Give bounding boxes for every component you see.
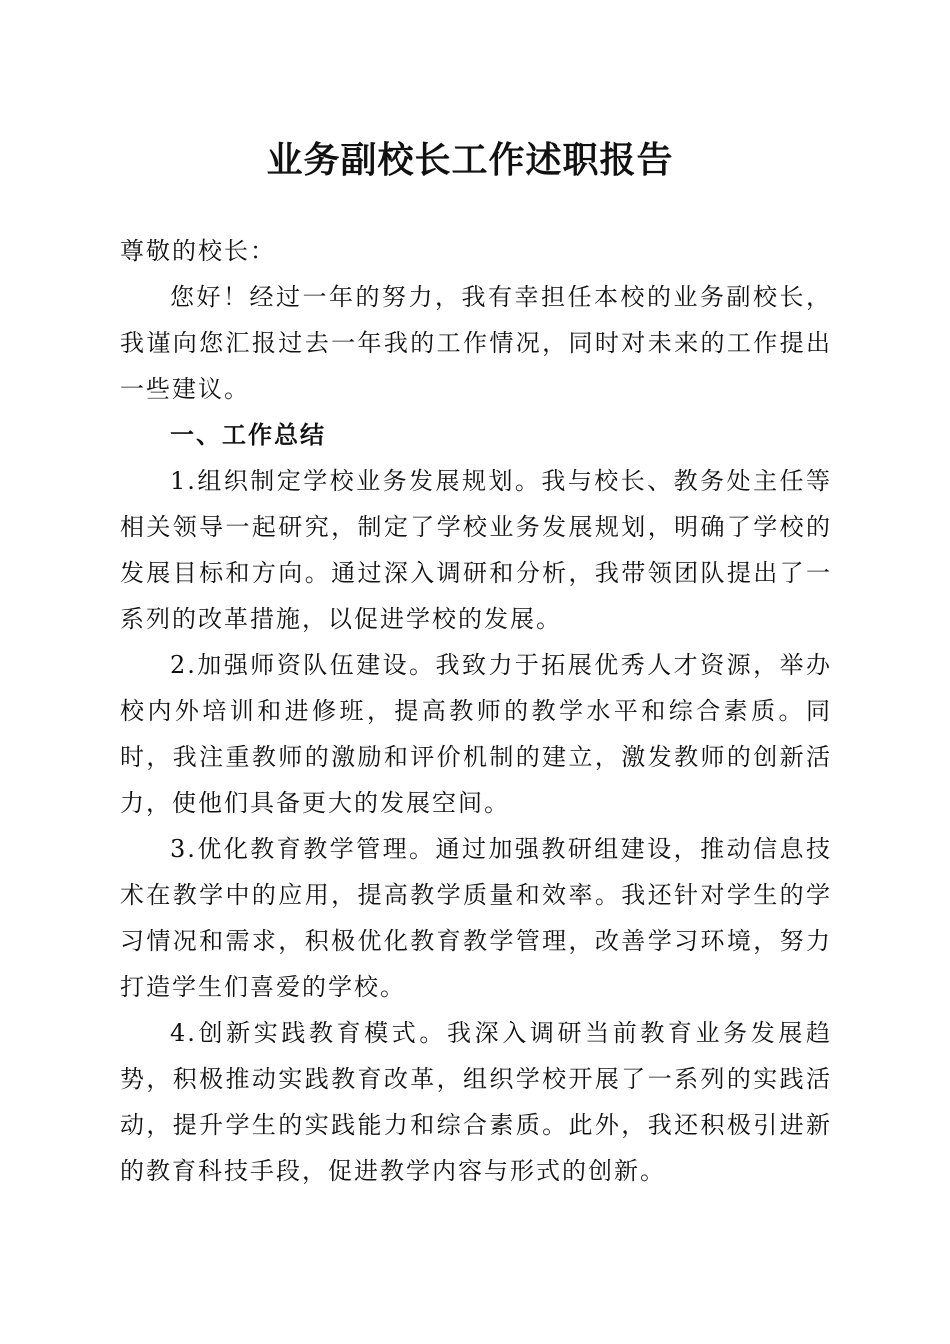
- document-body: [120, 228, 832, 1194]
- summary-item-3: 3.优化教育教学管理。通过加强教研组建设，推动信息技术在教学中的应用，提高教学质量和效率。我还针对学生的学习情况和需求，积极优化教育教学管理，改善学习环境，努力打造学生们喜爱的学校。: [120, 835, 832, 1001]
- summary-item-2: 2.加强师资队伍建设。我致力于拓展优秀人才资源，举办校内外培训和进修班，提高教师的教学水平和综合素质。同时，我注重教师的激励和评价机制的建立，激发教师的创新活力，使他们具备更大的发展空间。: [120, 651, 832, 817]
- summary-item-1: 1.组织制定学校业务发展规划。我与校长、教务处主任等相关领导一起研究，制定了学校业务发展规划，明确了学校的发展目标和方向。通过深入调研和分析，我带领团队提出了一系列的改革措施，以促进学校的发展。: [120, 467, 832, 633]
- summary-item-4: 4.创新实践教育模式。我深入调研当前教育业务发展趋势，积极推动实践教育改革，组织学校开展了一系列的实践活动，提升学生的实践能力和综合素质。此外，我还积极引进新的教育科技手段，促进教学内容与形式的创新。: [120, 1019, 832, 1185]
- salutation: 尊敬的校长：: [120, 237, 276, 265]
- document-title: 业务副校长工作述职报告: [266, 139, 674, 181]
- intro-paragraph: 您好！经过一年的努力，我有幸担任本校的业务副校长，我谨向您汇报过去一年我的工作情况，同时对未来的工作提出一些建议。: [120, 283, 832, 403]
- section-heading: 一、工作总结: [170, 421, 326, 449]
